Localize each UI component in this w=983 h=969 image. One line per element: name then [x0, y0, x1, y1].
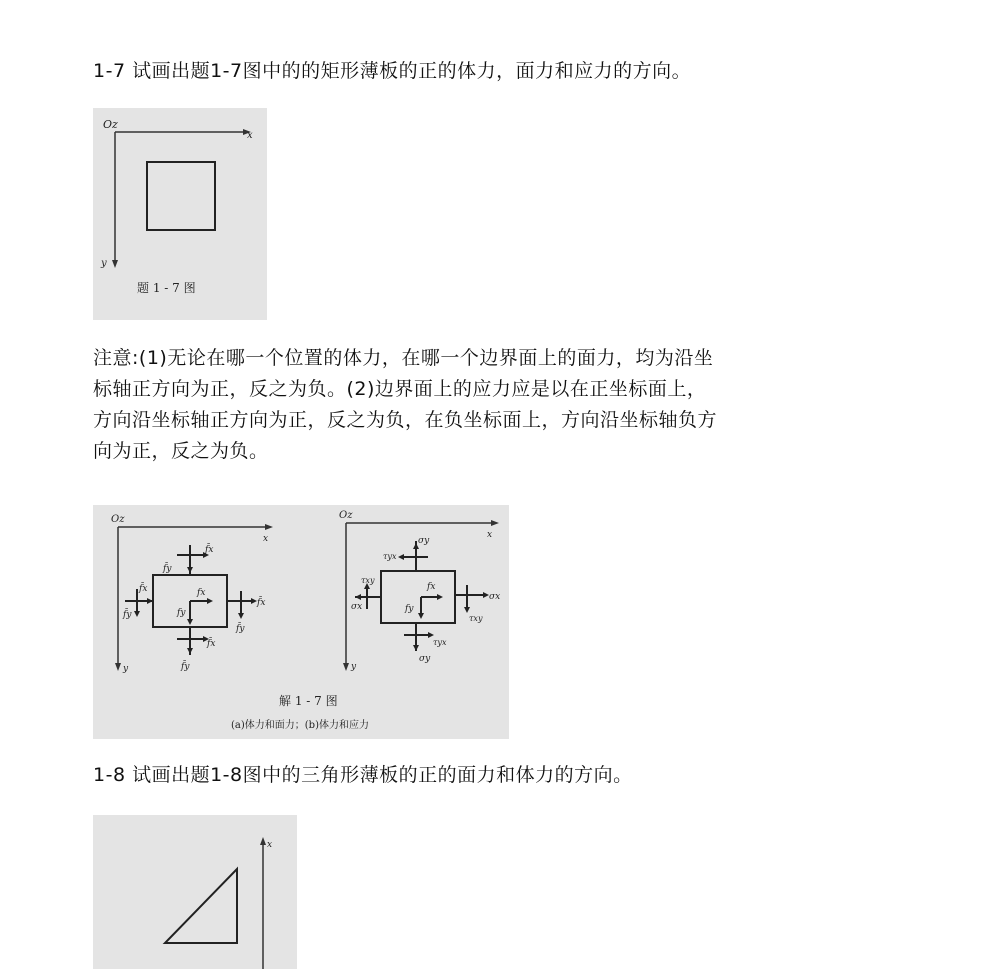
a-y-arrow: [115, 663, 121, 671]
b-bottom-sigma-arrow: [413, 645, 419, 651]
y-label: y: [101, 258, 107, 269]
b-x-label: x: [487, 530, 493, 540]
a-bottom-fbar-x: f̄x: [207, 639, 216, 649]
figure-caption: 题 1 - 7 图: [137, 281, 196, 295]
solution-caption: 解 1 - 7 图: [279, 694, 338, 708]
a-top-fbar-x: f̄x: [205, 545, 214, 555]
a-top-arrow-y: [187, 567, 193, 573]
b-top-sigma-y: σy: [418, 536, 430, 546]
figure-1-8: [93, 815, 297, 969]
a-y-label: y: [123, 664, 129, 674]
b-bottom-tau-yx: τyx: [433, 638, 447, 647]
a-top-fbar-y: f̄y: [163, 564, 172, 574]
x-label: x: [247, 130, 253, 141]
b-top-tau-arrow: [398, 554, 404, 560]
a-left-arrow-y: [134, 611, 140, 617]
question-1-7: 1-7 试画出题1-7图中的的矩形薄板的正的体力，面力和应力的方向。: [93, 60, 692, 82]
x-label: x: [267, 840, 273, 850]
a-right-fbar-x: f̄x: [257, 598, 266, 608]
b-body-fy-label: fy: [405, 604, 414, 614]
note-paragraph: [93, 343, 873, 467]
note-line-4: 向为正，反之为负。: [93, 440, 269, 462]
b-plate: [381, 571, 455, 623]
a-bottom-arrow-y: [187, 648, 193, 654]
a-left-fbar-x: f̄x: [139, 584, 148, 594]
a-right-arrow-y: [238, 613, 244, 619]
b-left-sigma-x: σx: [351, 602, 363, 612]
y-axis-arrow: [112, 260, 118, 268]
a-body-fy-arrow: [187, 619, 193, 625]
b-body-fx-label: fx: [427, 582, 436, 592]
question-1-8: 1-8 试画出题1-8图中的三角形薄板的正的面力和体力的方向。: [93, 764, 633, 786]
b-left-tau-xy: τxy: [361, 576, 375, 585]
b-right-tau-arrow: [464, 607, 470, 613]
b-body-fx-arrow: [437, 594, 443, 600]
b-top-tau-yx: τyx: [383, 552, 397, 561]
figure-solution-1-7: [93, 505, 509, 739]
a-x-arrow: [265, 524, 273, 530]
note-line-1: 注意:(1)无论在哪一个位置的体力，在哪一个边界面上的面力，均为沿坐: [93, 347, 714, 369]
a-right-fbar-y: f̄y: [236, 624, 245, 634]
a-body-fx-arrow: [207, 598, 213, 604]
x-axis-arrow: [260, 837, 266, 845]
note-line-3: 方向沿坐标轴正方向为正，反之为负，在负坐标面上，方向沿坐标轴负方: [93, 409, 718, 431]
note-line-2: 标轴正方向为正，反之为负。(2)边界面上的应力应是以在正坐标面上，: [93, 378, 707, 400]
triangular-plate: [165, 869, 237, 943]
a-x-label: x: [263, 534, 269, 544]
b-right-sigma-x: σx: [489, 592, 501, 602]
b-bottom-sigma-y: σy: [419, 654, 431, 664]
origin-label: Oz: [103, 118, 118, 131]
b-right-tau-xy: τxy: [469, 614, 483, 623]
b-y-arrow: [343, 663, 349, 671]
solution-subcaption: (a)体力和面力；(b)体力和应力: [231, 720, 369, 731]
rectangular-plate: [147, 162, 215, 230]
a-body-fx-label: fx: [197, 588, 206, 598]
a-body-fy-label: fy: [177, 608, 186, 618]
a-bottom-fbar-y: f̄y: [181, 662, 190, 672]
b-left-sigma-arrow: [355, 594, 361, 600]
b-x-arrow: [491, 520, 499, 526]
a-left-fbar-y: f̄y: [123, 610, 132, 620]
b-y-label: y: [351, 662, 357, 672]
figure-1-7: [93, 108, 267, 320]
b-origin-label: Oz: [339, 510, 353, 521]
a-origin-label: Oz: [111, 514, 125, 525]
b-body-fy-arrow: [418, 613, 424, 619]
